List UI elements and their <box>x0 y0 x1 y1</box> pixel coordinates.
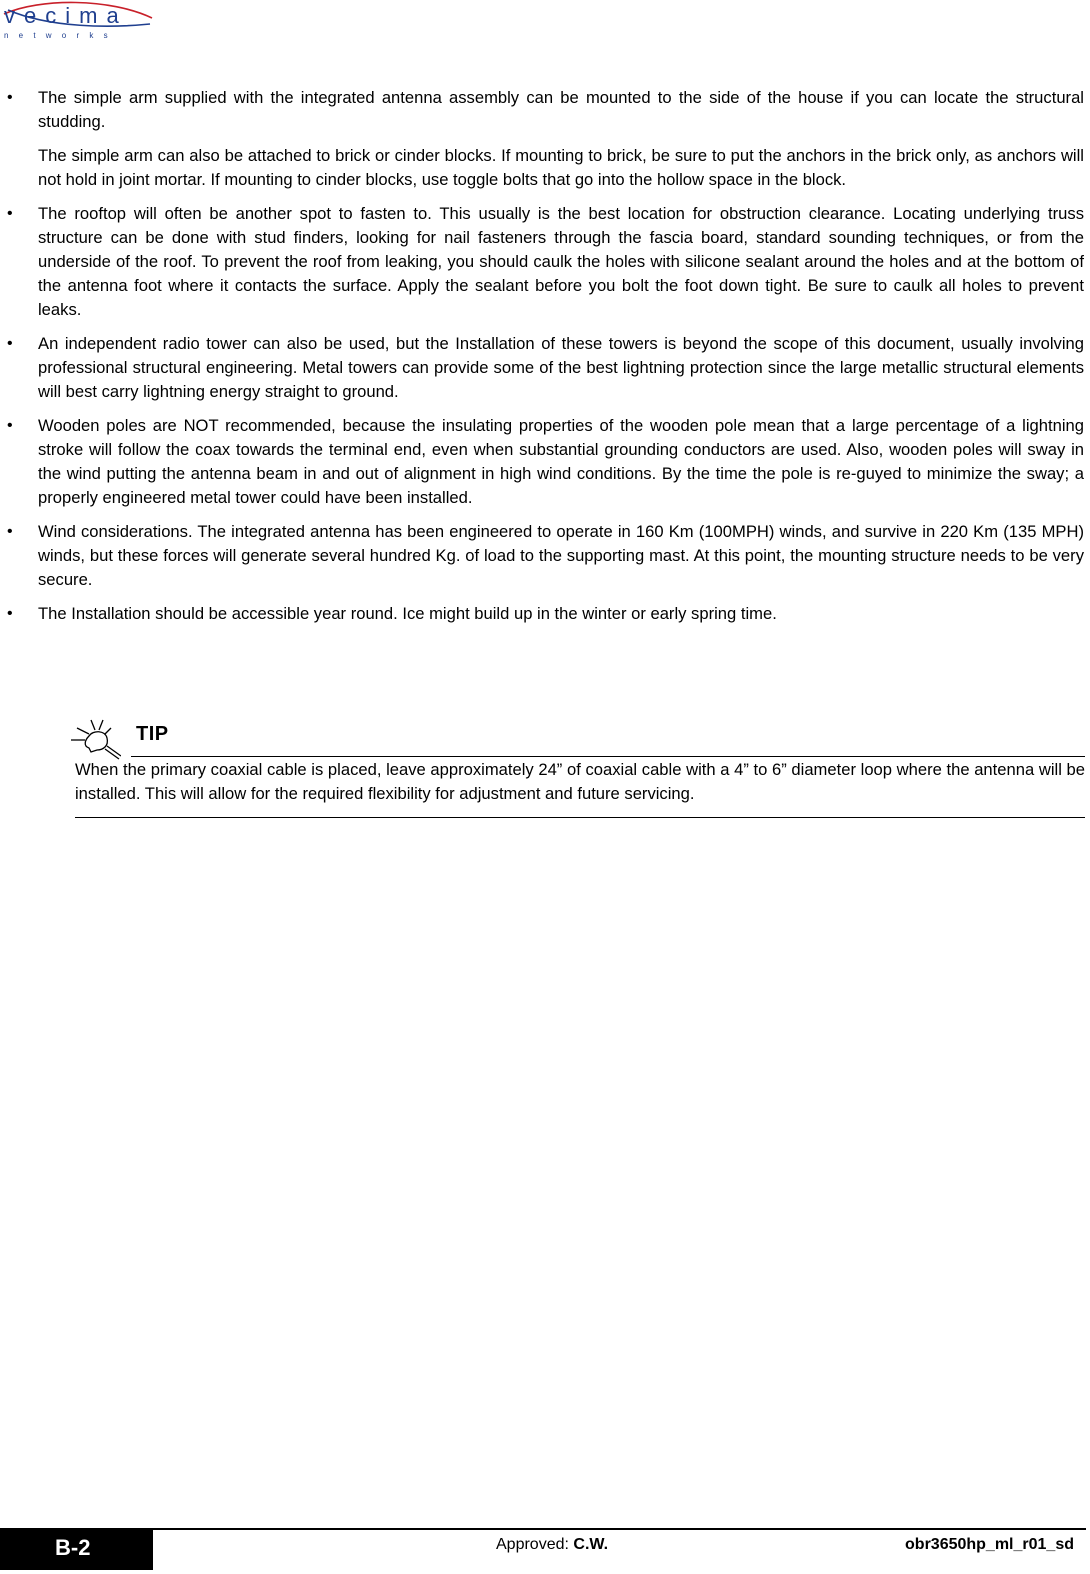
paragraph: Wind considerations. The integrated antenna has been engineered to operate in 160 Km (100MPH) winds, and survive in 220 Km (135 MPH) winds, but these forces will generate several hundred Kg. of load to the supporting mast. At this point, the mounting structure needs to be very secure. <box>38 522 1084 589</box>
vecima-logo <box>0 0 160 44</box>
tip-text: When the primary coaxial cable is placed, leave approximately 24” of coaxial cable with a 4” to 6” diameter loop where the antenna will be installed. This will allow for the required flexibility for adjustment and future servicing. <box>75 760 1085 803</box>
bullet: • <box>7 605 13 622</box>
bullet: • <box>7 417 13 434</box>
logo-subtext: n e t w o r k s <box>4 31 112 40</box>
paragraph: The rooftop will often be another spot to fasten to. This usually is the best location for obstruction clearance. Locating underlying truss structure can be done with stud finders, looking for nail fasteners through the fascia board, standard sounding techniques, or from the underside of the roof. To prevent the roof from leaking, you should caulk the holes with silicone sealant around the holes and at the bottom of the antenna foot where it contacts the surface. Apply the sealant before you bolt the foot down tight. Be sure to caulk all holes to prevent leaks. <box>38 204 1084 319</box>
list-item <box>0 202 1084 322</box>
approved-label: Approved: <box>496 1536 574 1553</box>
bullet: • <box>7 89 13 106</box>
list-item <box>0 332 1084 404</box>
approved-by: C.W. <box>573 1536 609 1553</box>
paragraph: The simple arm supplied with the integrated antenna assembly can be mounted to the side of the house if you can locate the structural studding. <box>38 88 1084 131</box>
bullet: • <box>7 205 13 222</box>
sub-paragraph: The simple arm can also be attached to brick or cinder blocks. If mounting to brick, be sure to put the anchors in the brick only, as anchors will not hold in joint mortar. If mounting to cinder blocks, use toggle bolts that go into the hollow space in the block. <box>38 146 1084 189</box>
paragraph: Wooden poles are NOT recommended, because the insulating properties of the wooden pole mean that a large percentage of a lightning stroke will follow the coax towards the terminal end, even when substantial grounding conductors are used. Also, wooden poles will sway in the wind putting the antenna beam in and out of alignment in high wind conditions. By the time the pole is re-guyed to minimize the sway; a properly engineered metal tower could have been installed. <box>38 416 1084 507</box>
paragraph: An independent radio tower can also be used, but the Installation of these towers is beyond the scope of this document, usually involving professional structural engineering. Metal towers can provide some of the best lightning protection since the large metallic structural elements will best carry lightning energy straight to ground. <box>38 334 1084 401</box>
body-content <box>0 86 1090 626</box>
list-item <box>0 520 1084 592</box>
bullet: • <box>7 335 13 352</box>
page-number: B-2 <box>0 1530 153 1570</box>
lightbulb-icon <box>69 718 121 760</box>
document-id: obr3650hp_ml_r01_sd <box>905 1536 1074 1553</box>
tip-label: TIP <box>136 723 169 745</box>
list-item <box>0 602 1084 626</box>
bullet: • <box>7 523 13 540</box>
paragraph: The Installation should be accessible year round. Ice might build up in the winter or early spring time. <box>38 604 777 623</box>
page-footer <box>0 1528 1086 1570</box>
tip-divider-bottom <box>75 817 1085 818</box>
list-item <box>0 86 1084 192</box>
logo-wordmark: vecima <box>4 3 128 28</box>
tip-divider-top <box>131 756 1085 757</box>
list-item <box>0 414 1084 510</box>
approved-line <box>496 1536 608 1554</box>
